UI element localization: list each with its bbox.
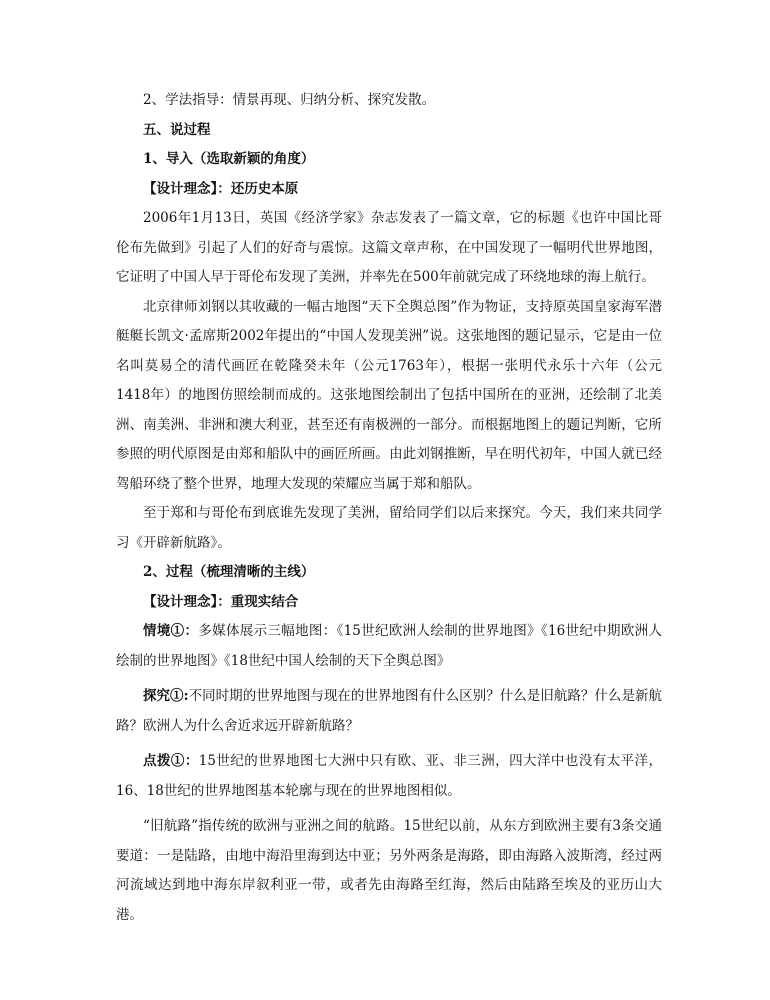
design-concept-text: 还历史本原: [230, 180, 299, 197]
paragraph-old-route: “旧航路”指传统的欧洲与亚洲之间的航路。15世纪以前，从东方到欧洲主要有3条交通要道：一是陆路，由地中海沿里海到达中亚；另外两条是海路，即由海路入波斯湾，经过两河流域达到地中海东岸叙利亚一带，或者先由海路至红海，然后由陆路至埃及的亚历山大港。: [116, 818, 662, 923]
point-label: 点拨①：: [143, 753, 199, 769]
situation-1: [116, 617, 662, 676]
paragraph-study: 至于郑和与哥伦布到底谁先发现了美洲，留给同学们以后来探究。今天，我们来共同学习《开辟新航路》。: [116, 505, 662, 551]
section-heading-process: 五、说过程: [143, 121, 211, 138]
design-concept-1: [116, 175, 662, 205]
design-concept-label: 【设计理念】：: [143, 593, 231, 610]
situation-label: 情境①：: [143, 623, 199, 639]
heading-introduction: 1、导入（选取新颖的角度）: [143, 151, 315, 167]
learning-method-line: 2、学法指导：情景再现、归纳分析、探究发散。: [143, 92, 436, 108]
heading-process-2: 2、过程（梳理清晰的主线）: [143, 564, 315, 580]
design-concept-2: [116, 588, 662, 618]
document-page: [116, 86, 662, 930]
explore-text: 不同时期的世界地图与现在的世界地图有什么区别？什么是旧航路？什么是新航路？欧洲人为什么舍近求远开辟新航路？: [116, 688, 663, 734]
design-concept-label: 【设计理念】：: [143, 180, 231, 197]
explore-1: [116, 682, 662, 741]
explore-label: 探究①:: [143, 688, 189, 704]
point-text: 15世纪的世界地图七大洲中只有欧、亚、非三洲，四大洋中也没有太平洋，16、18世纪的世界地图基本轮廓与现在的世界地图相似。: [116, 753, 662, 799]
point-1: [116, 747, 662, 806]
paragraph-economist: 2006年1月13日，英国《经济学家》杂志发表了一篇文章，它的标题《也许中国比哥伦布先做到》引起了人们的好奇与震惊。这篇文章声称，在中国发现了一幅明代世界地图，它证明了中国人早于哥伦布发现了美洲，并率先在500年前就完成了环绕地球的海上航行。: [116, 210, 662, 285]
design-concept-text: 重现实结合: [230, 593, 299, 610]
situation-text: 多媒体展示三幅地图：《15世纪欧洲人绘制的世界地图》《16世纪中期欧洲人绘制的世界地图》《18世纪中国人绘制的天下全舆总图》: [116, 623, 662, 669]
paragraph-lawyer: 北京律师刘钢以其收藏的一幅古地图“天下全舆总图”作为物证，支持原英国皇家海军潜艇艇长凯文·孟席斯2002年提出的“中国人发现美洲”说。这张地图的题记显示，它是由一位名叫莫易仝的清代画匠在乾隆癸未年（公元1763年），根据一张明代永乐十六年（公元1418年）的地图仿照绘制而成的。这张地图绘制出了包括中国所在的亚洲，还绘制了北美洲、南美洲、非洲和澳大利亚，甚至还有南极洲的一部分。而根据地图上的题记判断，它所参照的明代原图是由郑和船队中的画匠所画。由此刘钢推断，早在明代初年，中国人就已经驾船环绕了整个世界，地理大发现的荣耀应当属于郑和船队。: [116, 298, 662, 492]
